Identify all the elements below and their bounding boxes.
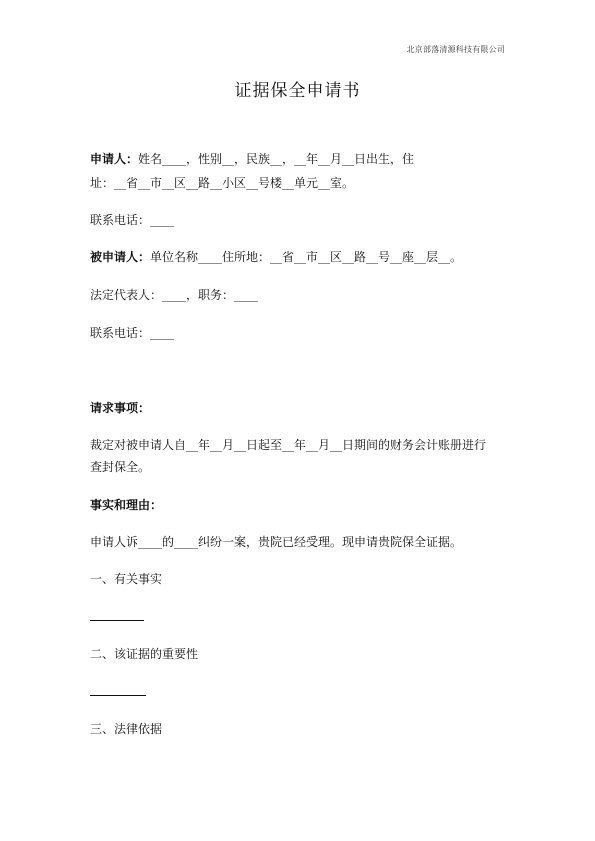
applicant-details-1: 姓名____，性别__，民族__，__年__月__日出生，住 <box>138 152 415 166</box>
request-line-1: 裁定对被申请人自__年__月__日起至__年__月__日期间的财务会计账册进行 <box>90 438 487 452</box>
header-company-name: 北京部落清源科技有限公司 <box>406 45 505 54</box>
respondent-details-1: 单位名称____住所地：__省__市__区__路__号__座__层__。 <box>150 250 463 264</box>
section-2-heading: 二、该证据的重要性 <box>90 647 199 661</box>
section-1-heading: 一、有关事实 <box>90 572 163 586</box>
request-heading: 请求事项： <box>90 401 151 415</box>
facts-heading: 事实和理由： <box>90 498 163 512</box>
applicant-phone: 联系电话：____ <box>90 213 175 227</box>
section-3-heading: 三、法律依据 <box>90 722 163 736</box>
respondent-legal-rep: 法定代表人：____，职务：____ <box>90 288 259 302</box>
section-2-blank-line <box>90 695 146 696</box>
respondent-line-1 <box>90 249 462 265</box>
facts-intro: 申请人诉____的____纠纷一案，贵院已经受理。现申请贵院保全证据。 <box>90 535 463 549</box>
respondent-label: 被申请人： <box>90 250 151 264</box>
applicant-label: 申请人： <box>90 152 139 166</box>
applicant-line-2: 址：__省__市__区__路__小区__号楼__单元__室。 <box>90 176 355 190</box>
respondent-phone: 联系电话：____ <box>90 326 175 340</box>
request-line-2: 查封保全。 <box>90 460 151 474</box>
applicant-line-1 <box>90 151 414 167</box>
section-1-blank-line <box>90 620 144 621</box>
document-title: 证据保全申请书 <box>234 81 361 101</box>
